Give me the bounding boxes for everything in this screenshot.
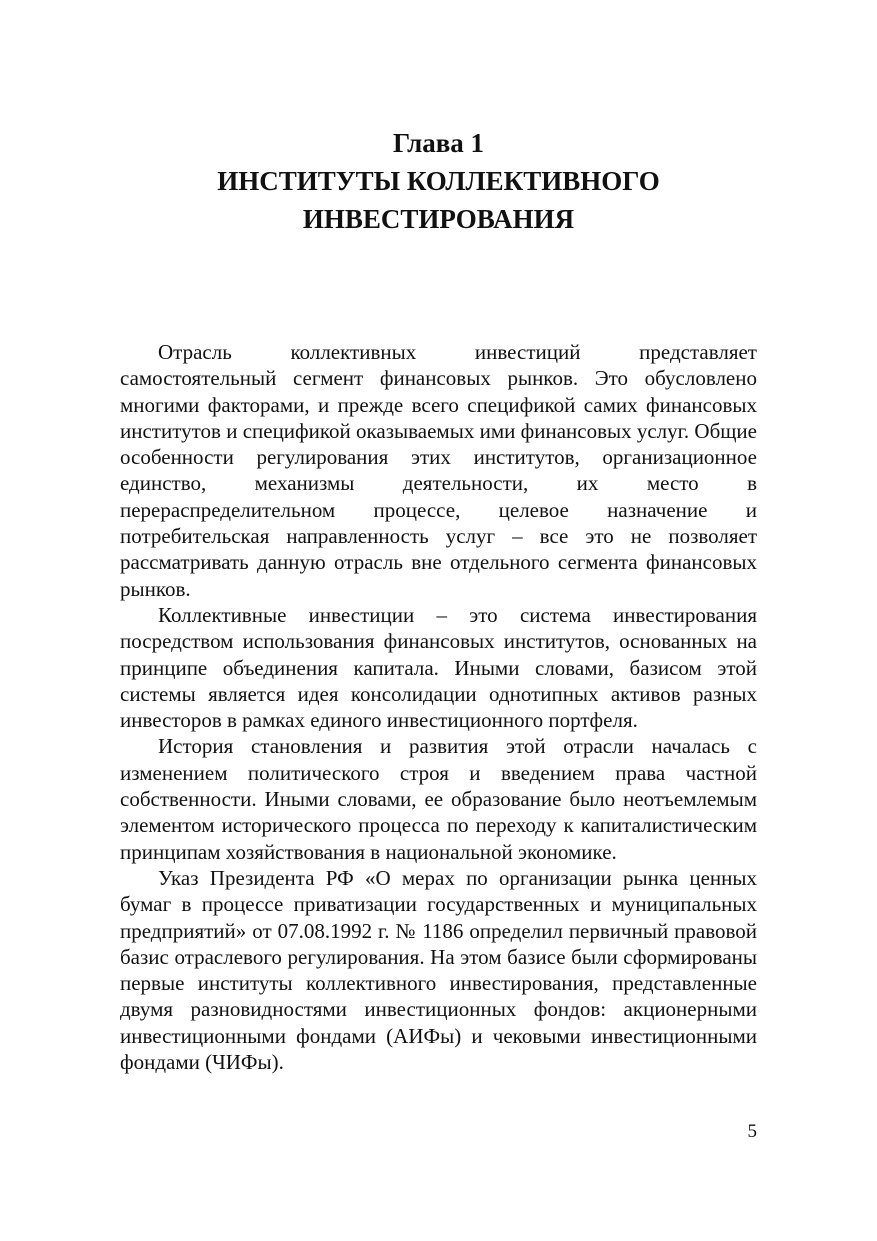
chapter-title-line-2: ИНВЕСТИРОВАНИЯ bbox=[302, 204, 575, 234]
chapter-label: Глава 1 bbox=[392, 128, 485, 158]
paragraph-4: Указ Президента РФ «О мерах по организации рынка ценных бумаг в процессе приватизации государственных и муниципальных предприятий» от 07.08.1992 г. № 1186 определил первичный правовой базис отраслевого регулирования. На этом базисе были сформированы первые институты коллективного инвестирования, представленные двумя разновидностями инвестиционных фондов: акционерными инвестиционными фондами (АИФы) и чековыми инвестиционными фондами (ЧИФы). bbox=[120, 865, 757, 1075]
page-number: 5 bbox=[747, 1121, 757, 1142]
paragraph-1: Отрасль коллективных инвестиций представляет самостоятельный сегмент финансовых рынков. Это обусловлено многими факторами, и прежде всего спецификой самих финансовых институтов и спецификой оказываемых ими финансовых услуг. Общие особенности регулирования этих институтов, организационное единство, механизмы деятельности, их место в перераспределительном процессе, целевое назначение и потребительская направленность услуг – все это не позволяет рассматривать данную отрасль вне отдельного сегмента финансовых рынков. bbox=[120, 340, 757, 601]
body-text bbox=[120, 339, 757, 1075]
chapter-title-line-1: ИНСТИТУТЫ КОЛЛЕКТИВНОГО bbox=[217, 166, 660, 196]
chapter-heading bbox=[120, 124, 757, 238]
paragraph-2: Коллективные инвестиции – это система инвестирования посредством использования финансовых институтов, основанных на принципе объединения капитала. Иными словами, базисом этой системы является идея консолидации однотипных активов разных инвесторов в рамках единого инвестиционного портфеля. bbox=[120, 602, 757, 733]
paragraph-3: История становления и развития этой отрасли началась с изменением политического строя и введением права частной собственности. Иными словами, ее образование было неотъемлемым элементом исторического процесса по переходу к капиталистическим принципам хозяйствования в национальной экономике. bbox=[120, 734, 757, 864]
